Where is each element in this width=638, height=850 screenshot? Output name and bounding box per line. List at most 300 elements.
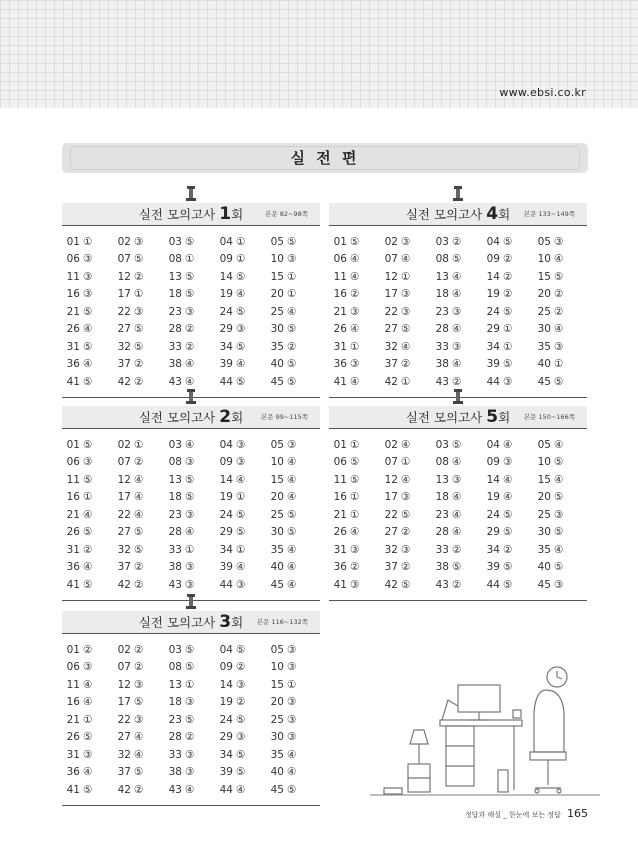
- question-number: 21: [66, 713, 80, 726]
- question-number: 31: [66, 543, 80, 556]
- answer-choice: ①: [83, 713, 93, 726]
- answer-choice: ⑤: [554, 526, 564, 539]
- answer-choice: ②: [452, 375, 462, 388]
- answer-item: [65, 271, 116, 283]
- answer-item: [332, 306, 383, 318]
- answer-item: [383, 509, 434, 521]
- question-number: 18: [435, 491, 449, 504]
- question-number: 39: [486, 561, 500, 574]
- question-number: 34: [219, 340, 233, 353]
- answer-item: [536, 561, 587, 573]
- answer-item: [485, 341, 536, 353]
- answer-choice: ③: [287, 253, 297, 266]
- answer-row: [329, 559, 587, 577]
- answer-item: [116, 526, 167, 538]
- question-number: 24: [219, 305, 233, 318]
- question-number: 19: [219, 491, 233, 504]
- question-number: 13: [435, 270, 449, 283]
- answer-choice: ①: [503, 340, 513, 353]
- answer-item: [269, 749, 320, 761]
- answer-choice: ①: [236, 543, 246, 556]
- answer-choice: ③: [554, 578, 564, 591]
- exam-title-prefix: 실전 모의고사: [405, 410, 483, 425]
- answer-item: [218, 579, 269, 591]
- question-number: 15: [537, 473, 551, 486]
- question-number: 02: [117, 438, 131, 451]
- answer-item: [536, 253, 587, 265]
- answer-item: [218, 784, 269, 796]
- question-number: 39: [219, 358, 233, 371]
- section-title-border: [70, 146, 580, 170]
- site-url[interactable]: www.ebsi.co.kr: [499, 86, 586, 99]
- answer-choice: ③: [401, 491, 411, 504]
- answer-choice: ⑤: [503, 235, 513, 248]
- answer-choice: ③: [185, 766, 195, 779]
- answer-choice: ③: [452, 305, 462, 318]
- question-number: 18: [168, 696, 182, 709]
- answer-item: [536, 376, 587, 388]
- answer-item: [218, 544, 269, 556]
- answer-item: [167, 341, 218, 353]
- answer-choice: ⑤: [401, 508, 411, 521]
- answer-item: [536, 323, 587, 335]
- answer-row: [62, 541, 320, 559]
- answer-choice: ③: [83, 288, 93, 301]
- question-number: 07: [384, 456, 398, 469]
- question-number: 23: [168, 713, 182, 726]
- question-number: 37: [117, 766, 131, 779]
- answer-choice: ②: [134, 358, 144, 371]
- answer-choice: ⑤: [236, 340, 246, 353]
- question-number: 09: [486, 253, 500, 266]
- answer-choice: ⑤: [287, 508, 297, 521]
- answer-item: [65, 661, 116, 673]
- question-number: 11: [333, 473, 347, 486]
- pin-icon: [185, 389, 197, 405]
- answer-row: [329, 489, 587, 507]
- answer-choice: ⑤: [236, 766, 246, 779]
- answer-choice: ④: [503, 473, 513, 486]
- question-number: 06: [66, 661, 80, 674]
- question-number: 25: [270, 508, 284, 521]
- answer-item: [116, 323, 167, 335]
- question-number: 18: [435, 288, 449, 301]
- question-number: 04: [486, 235, 500, 248]
- question-number: 10: [537, 456, 551, 469]
- question-number: 22: [117, 713, 131, 726]
- answer-choice: ①: [83, 235, 93, 248]
- question-number: 29: [219, 526, 233, 539]
- answer-item: [485, 526, 536, 538]
- question-number: 33: [168, 543, 182, 556]
- answer-item: [218, 253, 269, 265]
- answer-row: [329, 541, 587, 559]
- answer-row: [62, 781, 320, 799]
- question-number: 29: [219, 323, 233, 336]
- answer-choice: ②: [350, 288, 360, 301]
- question-number: 20: [537, 491, 551, 504]
- question-number: 26: [66, 323, 80, 336]
- question-number: 38: [435, 561, 449, 574]
- question-number: 02: [117, 235, 131, 248]
- question-number: 33: [168, 748, 182, 761]
- question-number: 25: [537, 305, 551, 318]
- question-number: 33: [168, 340, 182, 353]
- answer-choice: ③: [185, 305, 195, 318]
- answer-choice: ⑤: [185, 270, 195, 283]
- answer-item: [383, 439, 434, 451]
- answer-choice: ⑤: [83, 340, 93, 353]
- answer-choice: ⑤: [185, 643, 195, 656]
- answer-choice: ③: [554, 235, 564, 248]
- answer-item: [116, 544, 167, 556]
- question-number: 12: [117, 270, 131, 283]
- exam-number: 5: [486, 407, 499, 427]
- exam-number: 3: [219, 612, 232, 632]
- answer-item: [485, 509, 536, 521]
- answer-item: [167, 561, 218, 573]
- answer-row: [62, 659, 320, 677]
- answer-item: [383, 253, 434, 265]
- answer-choice: ③: [134, 678, 144, 691]
- answer-item: [116, 376, 167, 388]
- answer-choice: ⑤: [134, 340, 144, 353]
- exam-title-prefix: 실전 모의고사: [138, 207, 216, 222]
- answer-choice: ④: [401, 253, 411, 266]
- answer-choice: ③: [401, 235, 411, 248]
- question-number: 32: [117, 748, 131, 761]
- question-number: 24: [486, 305, 500, 318]
- answer-choice: ④: [83, 766, 93, 779]
- answer-item: [116, 341, 167, 353]
- question-number: 27: [117, 526, 131, 539]
- answer-choice: ③: [185, 508, 195, 521]
- question-number: 42: [384, 578, 398, 591]
- answer-item: [269, 731, 320, 743]
- answer-item: [485, 544, 536, 556]
- question-number: 39: [219, 561, 233, 574]
- question-number: 23: [168, 508, 182, 521]
- pin-icon: [185, 186, 197, 202]
- question-number: 04: [219, 643, 233, 656]
- answer-choice: ③: [185, 456, 195, 469]
- answer-item: [65, 236, 116, 248]
- answer-item: [65, 474, 116, 486]
- question-number: 23: [168, 305, 182, 318]
- answer-choice: ⑤: [401, 578, 411, 591]
- answer-item: [332, 439, 383, 451]
- answer-item: [116, 236, 167, 248]
- question-number: 32: [117, 543, 131, 556]
- answer-choice: ④: [554, 543, 564, 556]
- question-number: 45: [270, 375, 284, 388]
- answer-choice: ③: [401, 288, 411, 301]
- answer-item: [218, 341, 269, 353]
- section-title-text: 실 전 편: [290, 149, 360, 167]
- answer-choice: ②: [452, 578, 462, 591]
- answer-item: [116, 784, 167, 796]
- answer-choice: ⑤: [287, 375, 297, 388]
- answer-choice: ②: [287, 340, 297, 353]
- answer-item: [434, 341, 485, 353]
- question-number: 12: [117, 678, 131, 691]
- question-number: 36: [66, 561, 80, 574]
- question-number: 20: [270, 696, 284, 709]
- answer-choice: ③: [236, 578, 246, 591]
- answer-item: [116, 561, 167, 573]
- answer-item: [65, 376, 116, 388]
- answer-choice: ②: [134, 375, 144, 388]
- answer-choice: ⑤: [452, 561, 462, 574]
- question-number: 15: [537, 270, 551, 283]
- question-number: 17: [384, 491, 398, 504]
- answer-item: [536, 491, 587, 503]
- answer-choice: ⑤: [185, 713, 195, 726]
- answer-item: [485, 376, 536, 388]
- answer-choice: ③: [350, 305, 360, 318]
- exam-block-3: [62, 611, 320, 806]
- question-number: 31: [66, 748, 80, 761]
- question-number: 12: [384, 270, 398, 283]
- answer-choice: ①: [350, 438, 360, 451]
- answer-item: [65, 509, 116, 521]
- answer-choice: ④: [287, 473, 297, 486]
- question-number: 13: [168, 270, 182, 283]
- answer-row: [62, 286, 320, 304]
- answer-item: [434, 526, 485, 538]
- page-footer: [465, 807, 588, 820]
- answer-item: [116, 271, 167, 283]
- answer-item: [116, 696, 167, 708]
- answer-item: [332, 376, 383, 388]
- answer-choice: ④: [350, 323, 360, 336]
- answer-choice: ①: [350, 340, 360, 353]
- question-number: 05: [537, 235, 551, 248]
- answer-choice: ③: [401, 543, 411, 556]
- question-number: 11: [66, 270, 80, 283]
- exam-page-ref: 본문 150~166쪽: [523, 413, 575, 421]
- question-number: 25: [270, 713, 284, 726]
- answer-choice: ⑤: [236, 526, 246, 539]
- answer-choice: ③: [236, 323, 246, 336]
- answer-choice: ④: [185, 783, 195, 796]
- answer-item: [167, 509, 218, 521]
- question-number: 14: [219, 678, 233, 691]
- answer-row: [329, 506, 587, 524]
- answer-item: [167, 439, 218, 451]
- exam-title-prefix: 실전 모의고사: [138, 615, 216, 630]
- answer-item: [434, 358, 485, 370]
- answer-item: [167, 544, 218, 556]
- answer-item: [536, 509, 587, 521]
- answer-item: [65, 696, 116, 708]
- answer-item: [332, 288, 383, 300]
- answer-choice: ③: [134, 235, 144, 248]
- exam-title-suffix: 회: [231, 207, 244, 222]
- answer-row: [62, 506, 320, 524]
- answer-row: [62, 268, 320, 286]
- question-number: 16: [66, 696, 80, 709]
- answer-choice: ④: [236, 561, 246, 574]
- answer-choice: ②: [503, 288, 513, 301]
- answer-item: [218, 376, 269, 388]
- answer-item: [383, 271, 434, 283]
- answer-item: [218, 696, 269, 708]
- answer-row: [62, 711, 320, 729]
- answer-choice: ②: [554, 305, 564, 318]
- answer-choice: ⑤: [134, 543, 144, 556]
- question-number: 07: [117, 253, 131, 266]
- answer-item: [167, 323, 218, 335]
- answer-choice: ⑤: [554, 561, 564, 574]
- answer-choice: ④: [185, 438, 195, 451]
- answer-choice: ④: [134, 508, 144, 521]
- exam-header: [62, 406, 320, 429]
- question-number: 26: [66, 731, 80, 744]
- answer-row: [62, 641, 320, 659]
- answer-choice: ⑤: [503, 526, 513, 539]
- question-number: 20: [270, 491, 284, 504]
- answer-item: [65, 358, 116, 370]
- answer-choice: ④: [350, 526, 360, 539]
- question-number: 27: [117, 731, 131, 744]
- question-number: 44: [219, 783, 233, 796]
- question-number: 22: [384, 508, 398, 521]
- question-number: 17: [117, 696, 131, 709]
- exam-number: 4: [486, 204, 499, 224]
- answer-item: [116, 579, 167, 591]
- question-number: 40: [537, 561, 551, 574]
- question-number: 17: [117, 288, 131, 301]
- answer-item: [116, 306, 167, 318]
- answer-item: [269, 644, 320, 656]
- answer-choice: ③: [83, 456, 93, 469]
- answer-choice: ①: [287, 270, 297, 283]
- question-number: 03: [435, 438, 449, 451]
- answer-item: [269, 474, 320, 486]
- answer-item: [383, 236, 434, 248]
- answer-row: [62, 489, 320, 507]
- question-number: 03: [435, 235, 449, 248]
- question-number: 32: [384, 340, 398, 353]
- question-number: 40: [270, 766, 284, 779]
- question-number: 34: [486, 340, 500, 353]
- question-number: 32: [117, 340, 131, 353]
- answer-item: [116, 749, 167, 761]
- answer-item: [65, 679, 116, 691]
- answer-item: [116, 661, 167, 673]
- answer-item: [218, 679, 269, 691]
- answer-item: [536, 358, 587, 370]
- question-number: 22: [117, 508, 131, 521]
- question-number: 30: [270, 731, 284, 744]
- exam-header: [62, 203, 320, 226]
- answer-row: [62, 454, 320, 472]
- answer-choice: ②: [134, 578, 144, 591]
- question-number: 14: [486, 270, 500, 283]
- answer-item: [218, 271, 269, 283]
- answer-choice: ①: [554, 358, 564, 371]
- pin-icon: [185, 594, 197, 610]
- question-number: 01: [66, 643, 80, 656]
- answer-row: [329, 338, 587, 356]
- answer-choice: ④: [287, 766, 297, 779]
- answer-row: [62, 559, 320, 577]
- question-number: 28: [435, 323, 449, 336]
- exam-title-suffix: 회: [498, 410, 511, 425]
- question-number: 12: [117, 473, 131, 486]
- question-number: 29: [219, 731, 233, 744]
- question-number: 19: [486, 491, 500, 504]
- answer-item: [269, 526, 320, 538]
- answer-choice: ④: [554, 323, 564, 336]
- answer-choice: ④: [236, 783, 246, 796]
- answer-item: [167, 491, 218, 503]
- answer-choice: ⑤: [452, 438, 462, 451]
- answer-item: [167, 236, 218, 248]
- answer-item: [116, 253, 167, 265]
- answer-item: [218, 766, 269, 778]
- answer-choice: ②: [83, 543, 93, 556]
- exam-block-2: [62, 406, 320, 601]
- answer-item: [65, 644, 116, 656]
- question-number: 01: [66, 438, 80, 451]
- answer-choice: ⑤: [185, 473, 195, 486]
- answer-choice: ④: [185, 526, 195, 539]
- pin-icon: [452, 186, 464, 202]
- answer-item: [332, 491, 383, 503]
- answer-choice: ⑤: [554, 375, 564, 388]
- answer-choice: ③: [452, 340, 462, 353]
- question-number: 06: [66, 253, 80, 266]
- answer-choice: ④: [134, 491, 144, 504]
- answer-choice: ⑤: [83, 526, 93, 539]
- answer-choice: ①: [236, 253, 246, 266]
- question-number: 10: [270, 456, 284, 469]
- question-number: 41: [66, 783, 80, 796]
- answer-choice: ④: [350, 375, 360, 388]
- answer-choice: ②: [452, 235, 462, 248]
- question-number: 35: [537, 340, 551, 353]
- answer-choice: ⑤: [83, 783, 93, 796]
- answer-choice: ④: [401, 438, 411, 451]
- answer-item: [383, 579, 434, 591]
- answer-item: [332, 579, 383, 591]
- answer-grid: [62, 641, 320, 799]
- answer-choice: ⑤: [503, 561, 513, 574]
- question-number: 14: [486, 473, 500, 486]
- answer-choice: ⑤: [134, 323, 144, 336]
- answer-choice: ⑤: [287, 526, 297, 539]
- question-number: 02: [384, 235, 398, 248]
- question-number: 25: [537, 508, 551, 521]
- answer-choice: ④: [452, 508, 462, 521]
- question-number: 01: [333, 438, 347, 451]
- answer-choice: ②: [134, 561, 144, 574]
- answer-item: [65, 731, 116, 743]
- answer-item: [167, 288, 218, 300]
- answer-choice: ④: [236, 473, 246, 486]
- answer-item: [218, 439, 269, 451]
- question-number: 42: [117, 375, 131, 388]
- answer-choice: ④: [185, 358, 195, 371]
- answer-choice: ④: [185, 375, 195, 388]
- answer-item: [218, 749, 269, 761]
- answer-choice: ⑤: [350, 456, 360, 469]
- question-number: 30: [537, 323, 551, 336]
- answer-item: [218, 526, 269, 538]
- question-number: 08: [168, 253, 182, 266]
